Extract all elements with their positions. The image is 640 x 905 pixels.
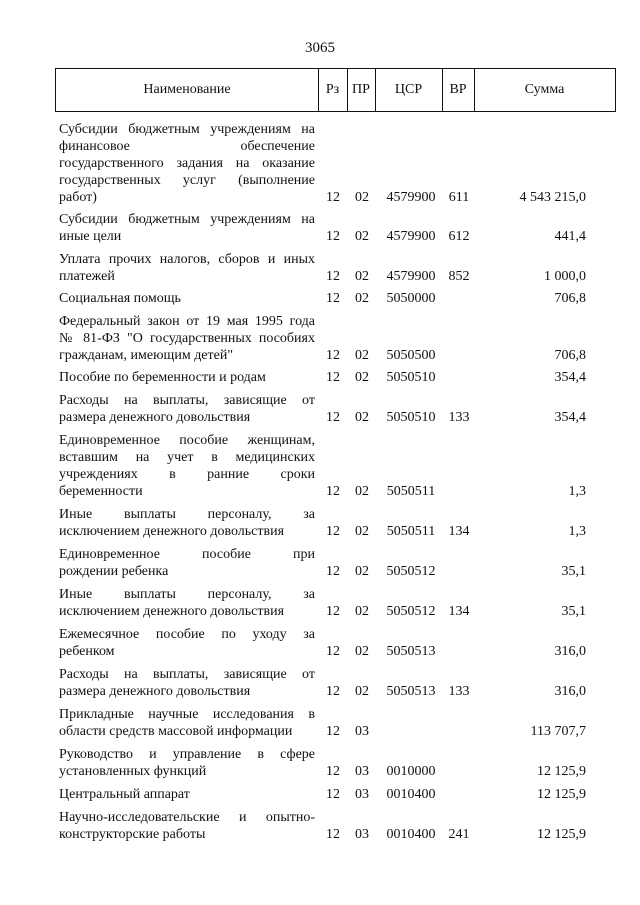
row-rz: 12 [326,348,340,363]
row-name-line: Прикладные научные исследования в [59,707,315,722]
row-name-line: Центральный аппарат [59,787,190,802]
row-sum: 113 707,7 [530,724,586,739]
row-vr [447,763,471,780]
row-rz: 12 [326,484,340,499]
row-vr: 612 [448,229,470,244]
row-name-line: Ежемесячное пособие по уходу за [59,627,315,642]
row-name-line: Научно-исследовательские и опытно- [59,810,315,825]
row-sum: 354,4 [554,370,586,385]
row-sum: 1,3 [568,484,586,499]
row-csr: 5050500 [386,348,436,363]
row-pr: 02 [355,229,369,244]
row-name [59,251,315,285]
row-csr: 4579900 [386,229,436,244]
row-name-line: исключением денежного довольствия [59,524,285,539]
row-name-line: Уплата прочих налогов, сборов и иных [59,252,315,267]
row-rz: 12 [326,190,340,205]
row-pr: 02 [355,190,369,205]
row-pr: 03 [355,787,369,802]
row-name-line: конструкторские работы [59,827,206,842]
row-name-line: размера денежного довольствия [59,410,251,425]
row-name-line: Расходы на выплаты, зависящие от [59,667,315,682]
row-name-line: государственного задания на оказание [59,156,315,171]
row-name-line: вставшим на учет в медицинских [59,450,315,465]
row-name [59,290,315,307]
row-name [59,369,315,386]
row-vr [447,369,471,386]
header-rz: Рз [325,82,340,97]
header-sum: Сумма [524,82,565,97]
row-name [59,809,315,843]
row-name-line: иные цели [59,229,122,244]
row-sum: 316,0 [554,684,586,699]
row-pr: 03 [355,724,369,739]
row-pr: 02 [355,604,369,619]
row-rz: 12 [326,604,340,619]
row-csr: 5050510 [386,370,436,385]
row-pr: 02 [355,484,369,499]
row-rz: 12 [326,370,340,385]
row-name-line: Иные выплаты персоналу, за [59,587,315,602]
row-name [59,432,315,500]
row-sum: 12 125,9 [537,764,586,779]
row-vr [447,786,471,803]
row-pr: 02 [355,370,369,385]
row-rz: 12 [326,787,340,802]
row-csr: 0010400 [386,787,436,802]
header-csr: ЦСР [394,82,423,97]
row-name [59,121,315,206]
row-name-line: беременности [59,484,143,499]
row-rz: 12 [326,644,340,659]
row-vr: 134 [448,524,470,539]
row-pr: 02 [355,564,369,579]
row-vr [447,563,471,580]
row-csr [380,723,442,740]
row-name [59,666,315,700]
row-sum: 35,1 [561,604,586,619]
row-sum: 12 125,9 [537,787,586,802]
row-name-line: Субсидии бюджетным учреждениям на [59,212,315,227]
row-sum: 1 000,0 [544,269,586,284]
row-rz: 12 [326,269,340,284]
row-rz: 12 [326,410,340,425]
row-name-line: Пособие по беременности и родам [59,370,266,385]
row-csr: 5050512 [386,564,436,579]
row-csr: 5050000 [386,291,436,306]
row-vr [447,643,471,660]
row-sum: 706,8 [554,291,586,306]
row-name-line: Социальная помощь [59,291,181,306]
row-name-line: области средств массовой информации [59,724,293,739]
header-pr: ПР [352,82,370,97]
row-name [59,392,315,426]
row-sum: 354,4 [554,410,586,425]
row-sum: 316,0 [554,644,586,659]
row-name [59,313,315,364]
row-csr: 4579900 [386,269,436,284]
row-name-line: рождении ребенка [59,564,169,579]
row-rz: 12 [326,564,340,579]
row-name [59,626,315,660]
row-pr: 02 [355,269,369,284]
header-name: Наименование [143,82,231,97]
row-name [59,586,315,620]
row-name-line: финансовое обеспечение [59,139,315,154]
row-sum: 35,1 [561,564,586,579]
row-rz: 12 [326,229,340,244]
row-sum: 4 543 215,0 [519,190,586,205]
row-pr: 02 [355,524,369,539]
page-number: 3065 [305,40,335,56]
header-vr: ВР [449,82,467,97]
row-vr: 134 [448,604,470,619]
row-rz: 12 [326,764,340,779]
row-csr: 5050512 [386,604,436,619]
row-pr: 02 [355,644,369,659]
row-name-line: Иные выплаты персоналу, за [59,507,315,522]
row-name-line: ребенком [59,644,115,659]
row-rz: 12 [326,291,340,306]
row-name-line: № 81-ФЗ "О государственных пособиях [59,331,315,346]
row-pr: 03 [355,764,369,779]
row-csr: 0010400 [386,827,436,842]
row-csr: 5050511 [386,524,436,539]
row-vr [447,290,471,307]
row-csr: 5050510 [386,410,436,425]
row-vr: 611 [448,190,470,205]
row-name-line: учреждениях в ранние сроки [59,467,315,482]
row-name [59,506,315,540]
row-vr [447,483,471,500]
row-name-line: Единовременное пособие при [59,547,315,562]
row-name [59,706,315,740]
row-name-line: размера денежного довольствия [59,684,251,699]
row-sum: 706,8 [554,348,586,363]
row-csr: 5050513 [386,644,436,659]
row-pr: 02 [355,410,369,425]
row-name-line: гражданам, имеющим детей" [59,348,234,363]
row-name [59,746,315,780]
row-rz: 12 [326,827,340,842]
row-name [59,211,315,245]
row-rz: 12 [326,724,340,739]
row-name-line: платежей [59,269,115,284]
row-csr: 4579900 [386,190,436,205]
row-name-line: исключением денежного довольствия [59,604,285,619]
row-pr: 02 [355,291,369,306]
row-name [59,546,315,580]
row-vr: 852 [448,269,470,284]
row-rz: 12 [326,684,340,699]
row-name-line: работ) [59,190,97,205]
row-rz: 12 [326,524,340,539]
row-name [59,786,315,803]
row-pr: 02 [355,684,369,699]
row-vr: 133 [448,684,470,699]
row-vr: 241 [448,827,470,842]
table-header [55,68,616,112]
row-name-line: Субсидии бюджетным учреждениям на [59,122,315,137]
row-name-line: государственных услуг (выполнение [59,173,315,188]
row-name-line: Единовременное пособие женщинам, [59,433,315,448]
row-vr [447,347,471,364]
row-vr: 133 [448,410,470,425]
row-vr [447,723,471,740]
row-sum: 441,4 [554,229,586,244]
row-csr: 5050513 [386,684,436,699]
row-csr: 0010000 [386,764,436,779]
row-pr: 03 [355,827,369,842]
row-name-line: Федеральный закон от 19 мая 1995 года [59,314,315,329]
row-name-line: установленных функций [59,764,207,779]
row-pr: 02 [355,348,369,363]
row-sum: 12 125,9 [537,827,586,842]
row-csr: 5050511 [386,484,436,499]
row-name-line: Руководство и управление в сфере [59,747,315,762]
row-sum: 1,3 [568,524,586,539]
row-name-line: Расходы на выплаты, зависящие от [59,393,315,408]
